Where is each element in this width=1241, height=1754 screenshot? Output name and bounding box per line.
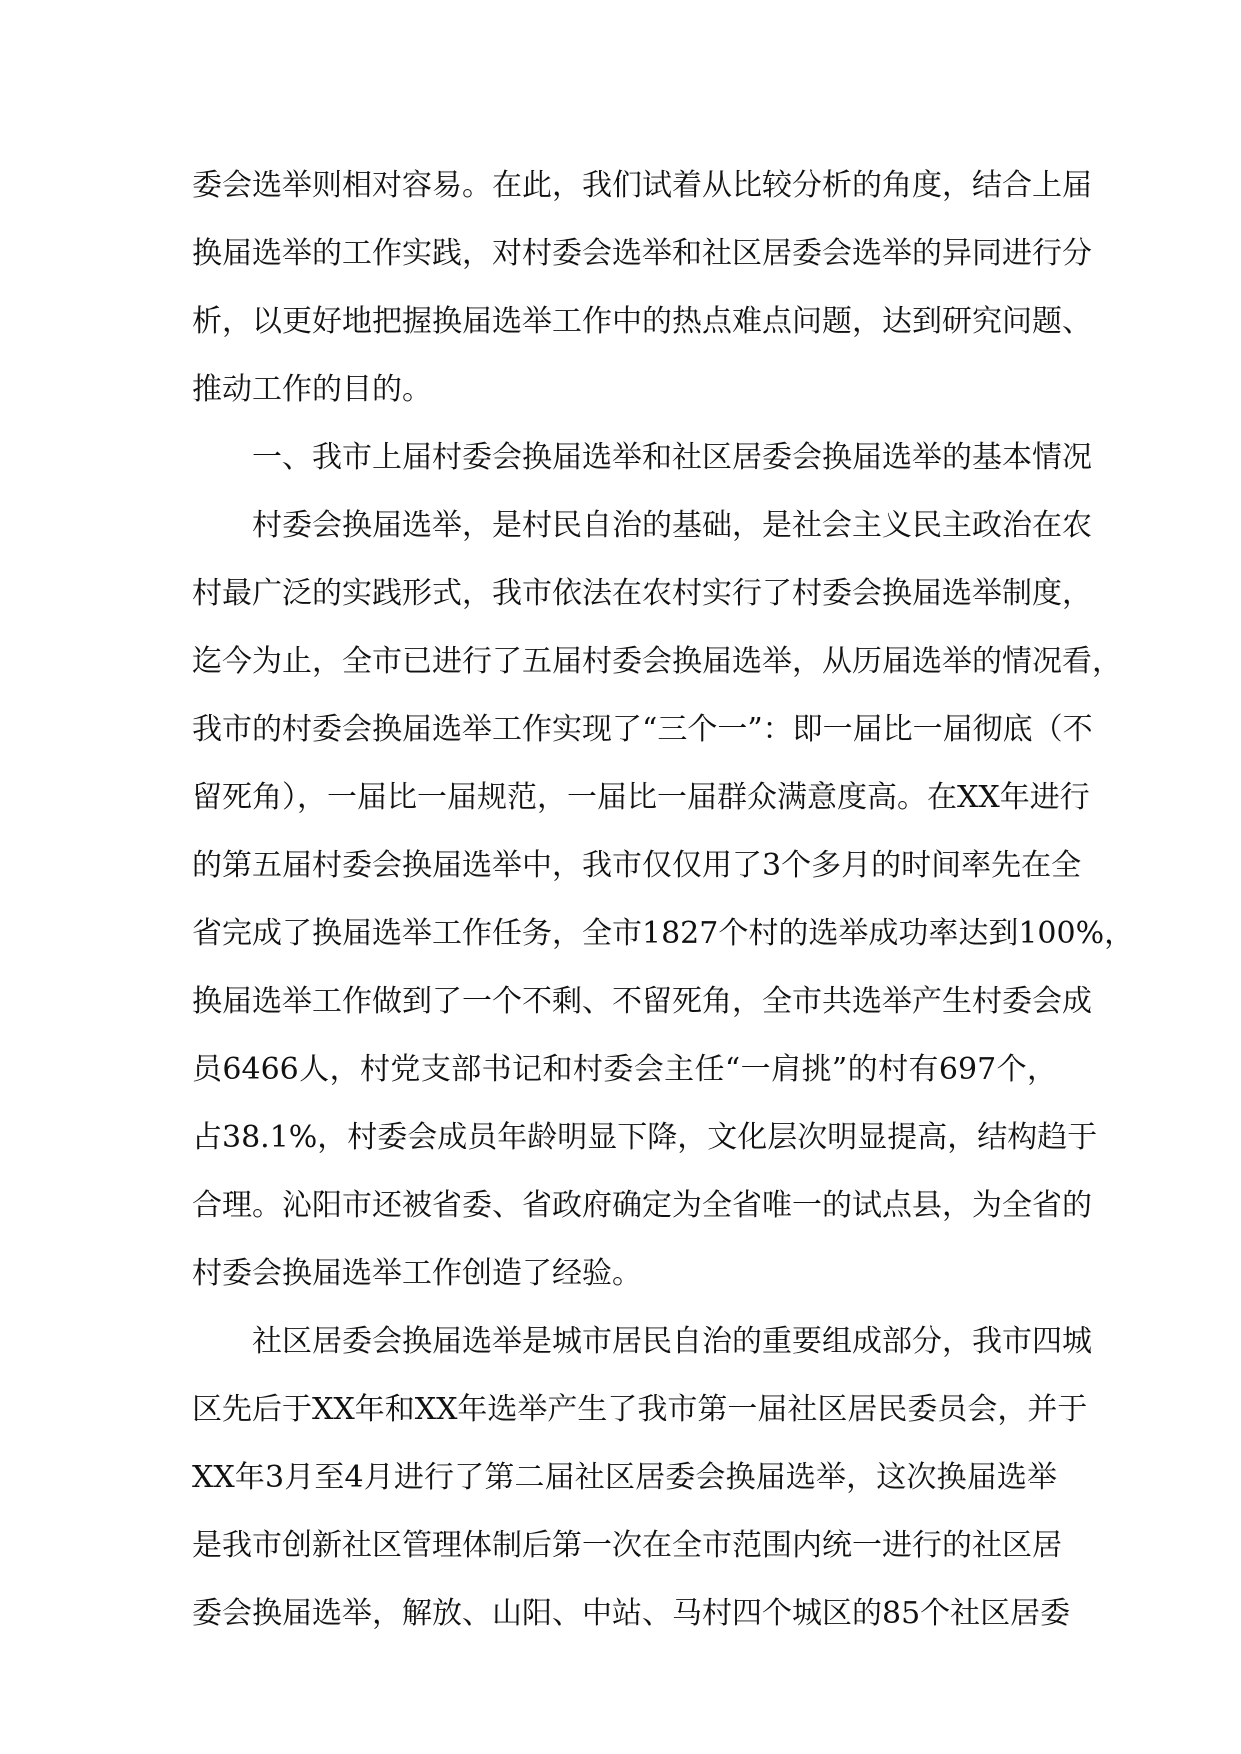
text-line: 占38.1%，村委会成员年龄明显下降，文化层次明显提高，结构趋于 bbox=[192, 1120, 1098, 1155]
text-line: 换届选举的工作实践，对村委会选举和社区居委会选举的异同进行分 bbox=[192, 236, 1092, 271]
paragraph-3 bbox=[192, 1308, 1092, 1648]
paragraph-1 bbox=[192, 152, 1092, 424]
text-line: 委会选举则相对容易。在此，我们试着从比较分析的角度，结合上届 bbox=[192, 168, 1092, 203]
text-line: 省完成了换届选举工作任务，全市1827个村的选举成功率达到100%， bbox=[192, 916, 1135, 951]
text-line: 村委会换届选举，是村民自治的基础，是社会主义民主政治在农 bbox=[192, 508, 1092, 543]
text-line: XX年3月至4月进行了第二届社区居委会换届选举，这次换届选举 bbox=[192, 1460, 1057, 1495]
text-line: 员6466人，村党支部书记和村委会主任“一肩挑”的村有697个， bbox=[192, 1052, 1057, 1087]
text-line: 析，以更好地把握换届选举工作中的热点难点问题，达到研究问题、 bbox=[192, 304, 1092, 339]
text-line: 合理。沁阳市还被省委、省政府确定为全省唯一的试点县，为全省的 bbox=[192, 1188, 1092, 1223]
text-line: 委会换届选举，解放、山阳、中站、马村四个城区的85个社区居委 bbox=[192, 1596, 1071, 1631]
paragraph-2 bbox=[192, 492, 1135, 1308]
text-line: 村委会换届选举工作创造了经验。 bbox=[192, 1256, 642, 1291]
heading-line: 一、我市上届村委会换届选举和社区居委会换届选举的基本情况 bbox=[192, 440, 1092, 475]
text-line: 社区居委会换届选举是城市居民自治的重要组成部分，我市四城 bbox=[192, 1324, 1092, 1359]
document-body bbox=[192, 152, 1135, 1648]
text-line: 留死角），一届比一届规范，一届比一届群众满意度高。在XX年进行 bbox=[192, 780, 1090, 815]
text-line: 的第五届村委会换届选举中，我市仅仅用了3个多月的时间率先在全 bbox=[192, 848, 1082, 883]
text-line: 我市的村委会换届选举工作实现了“三个一”：即一届比一届彻底（不 bbox=[192, 712, 1093, 747]
text-line: 推动工作的目的。 bbox=[192, 372, 432, 407]
text-line: 区先后于XX年和XX年选举产生了我市第一届社区居民委员会，并于 bbox=[192, 1392, 1088, 1427]
section-heading bbox=[192, 424, 1092, 492]
text-line: 村最广泛的实践形式，我市依法在农村实行了村委会换届选举制度， bbox=[192, 576, 1092, 611]
text-line: 换届选举工作做到了一个不剩、不留死角，全市共选举产生村委会成 bbox=[192, 984, 1092, 1019]
text-line: 是我市创新社区管理体制后第一次在全市范围内统一进行的社区居 bbox=[192, 1528, 1062, 1563]
text-line: 迄今为止，全市已进行了五届村委会换届选举，从历届选举的情况看， bbox=[192, 644, 1122, 679]
